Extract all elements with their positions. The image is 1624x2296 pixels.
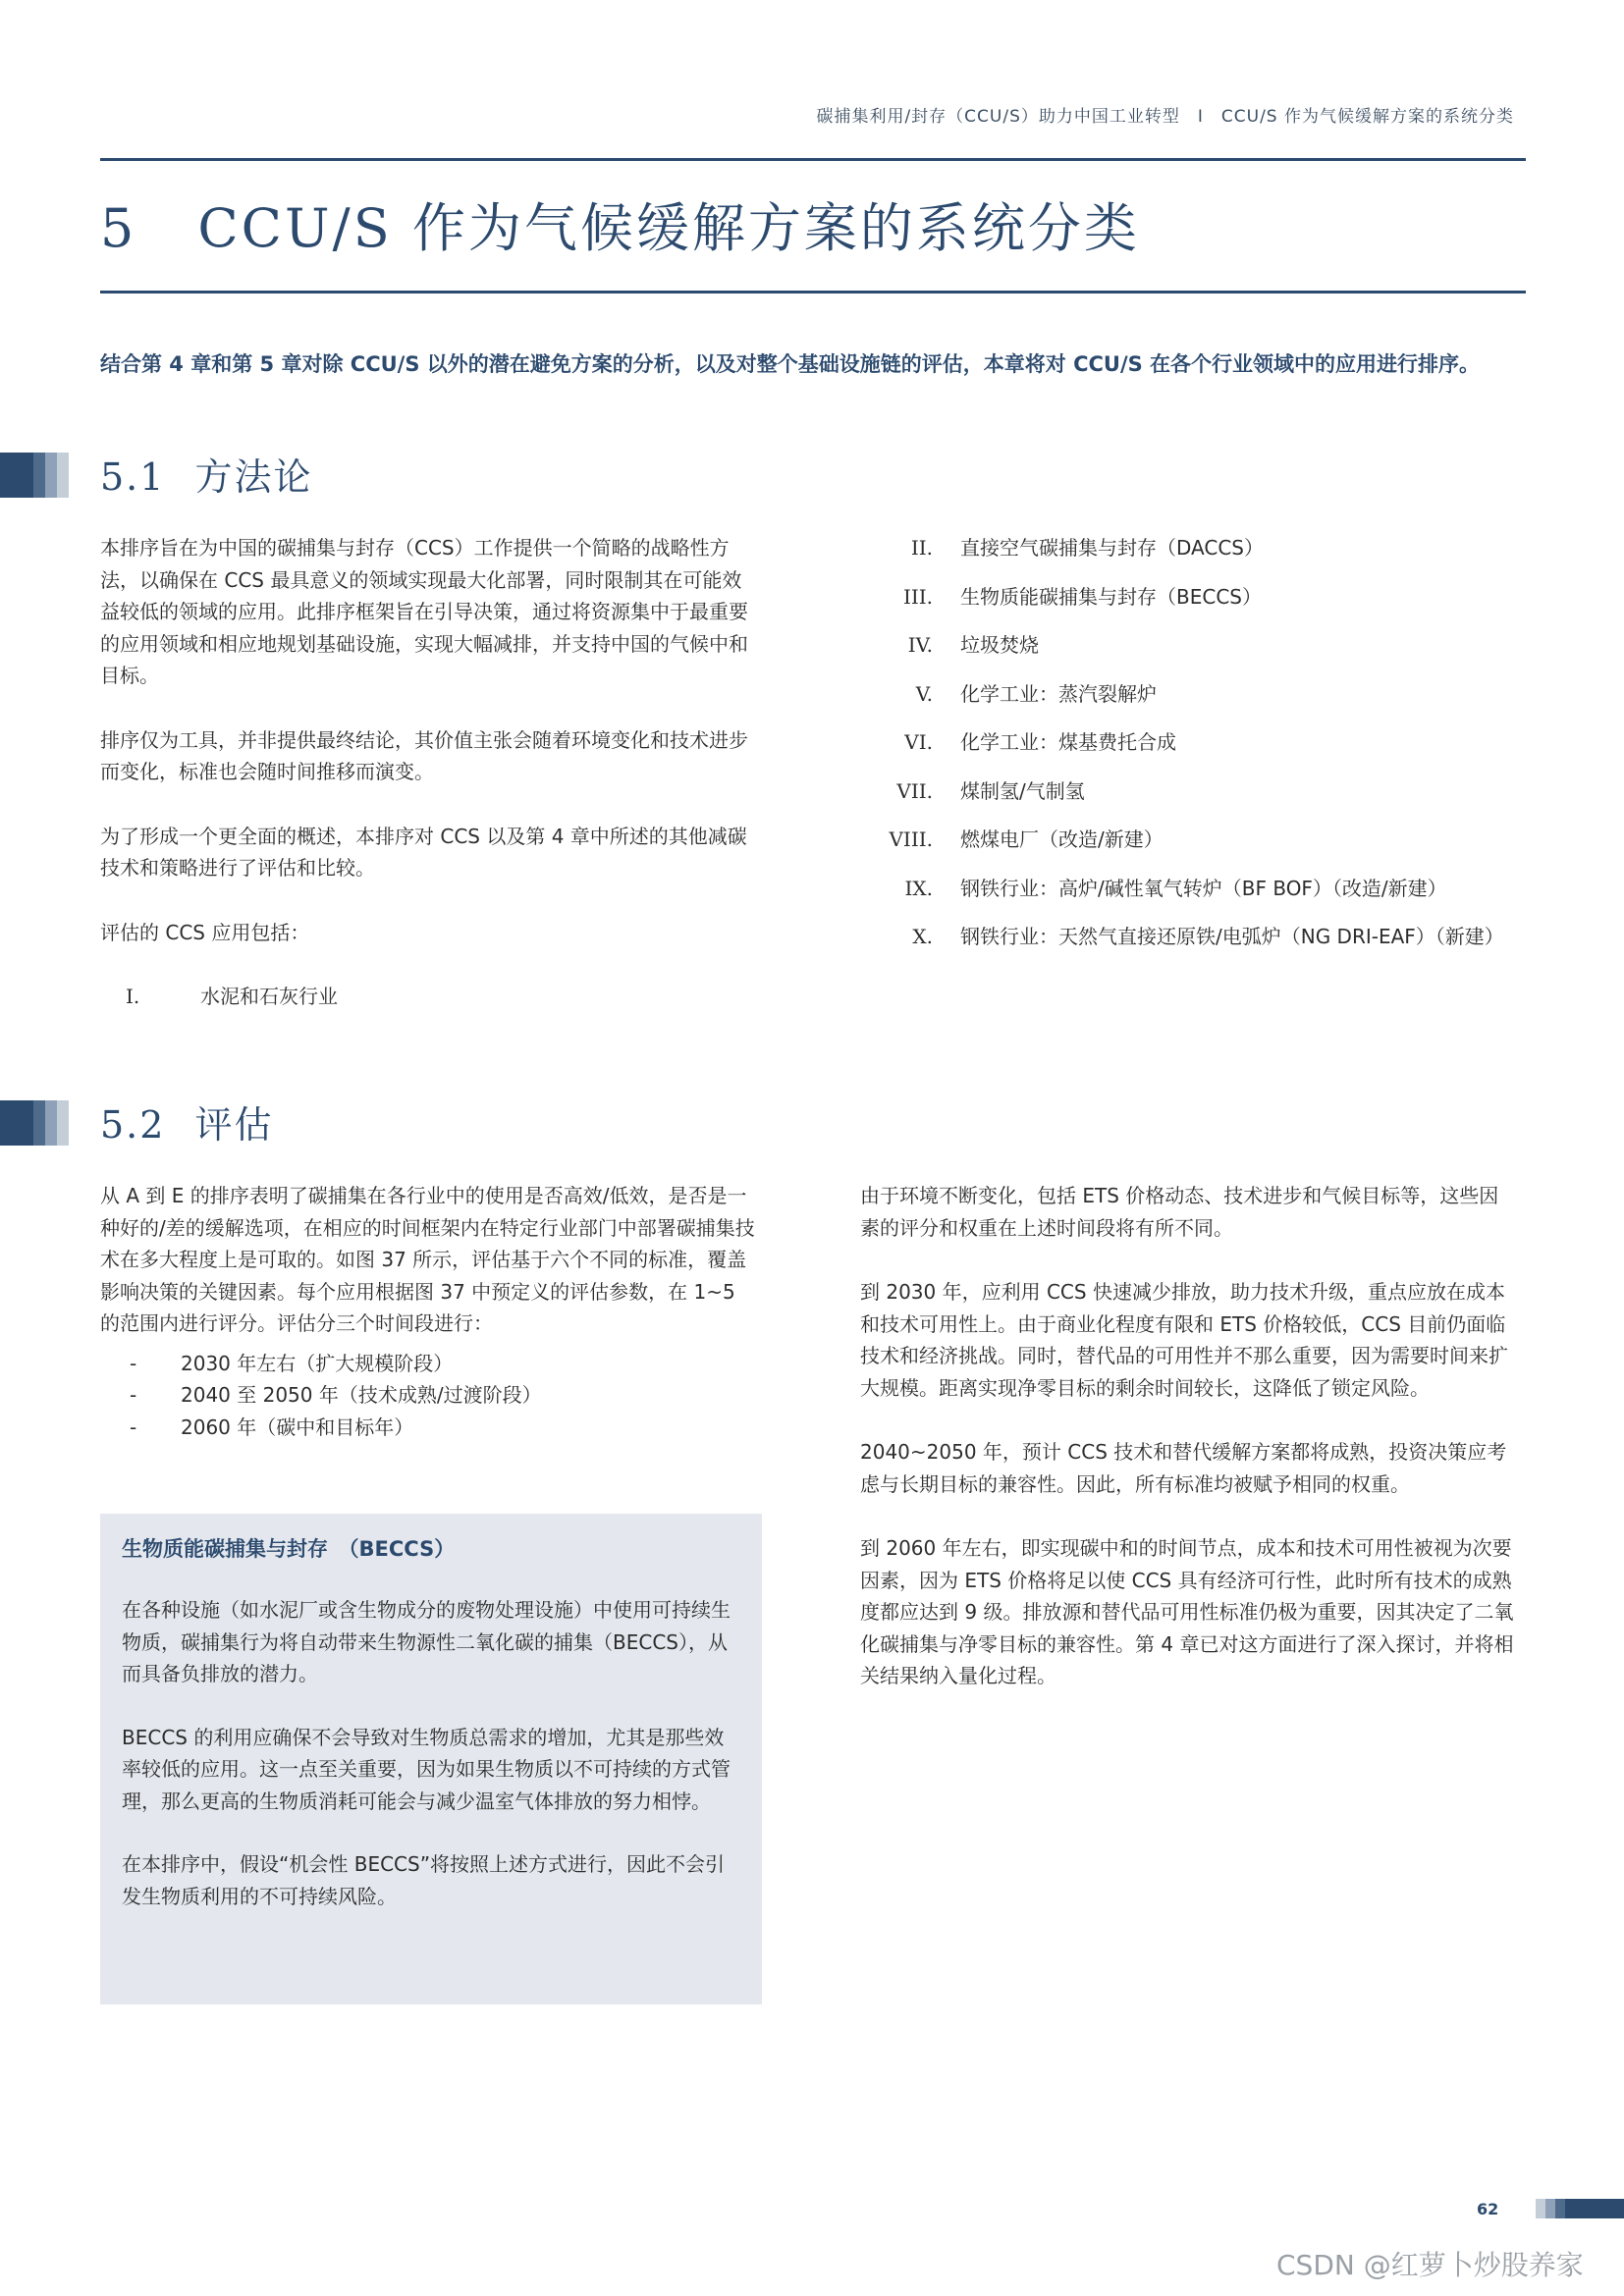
paragraph: 在本排序中，假设“机会性 BECCS”将按照上述方式进行，因此不会引发生物质利用的不可持续风险。 <box>122 1852 726 1908</box>
section-heading <box>100 447 312 501</box>
paragraph: 从 A 到 E 的排序表明了碳捕集在各行业中的使用是否高效/低效，是否是一种好的/差的缓解选项，在相应的时间框架内在特定行业部门中部署碳捕集技术在多大程度上是可取的。如图 37 所示，评估基于六个不同的标准，覆盖影响决策的关键因素。每个应用根据图 37 中预定义的评估参数，在 1~5 的范围内进行评分。评估分三个时间段进行： <box>100 1184 755 1335</box>
box-title: 生物质能碳捕集与封存 （BECCS） <box>122 1537 456 1561</box>
applications-list <box>842 532 1510 970</box>
paragraph: 为了形成一个更全面的概述，本排序对 CCS 以及第 4 章中所述的其他减碳技术和策略进行了评估和比较。 <box>100 824 747 880</box>
list-label: 直接空气碳捕集与封存（DACCS） <box>960 536 1265 560</box>
list-item <box>842 921 1510 953</box>
paragraph: 到 2060 年左右，即实现碳中和的时间节点，成本和技术可用性被视为次要因素，因为 ETS 价格将足以使 CCS 具有经济可行性，此时所有技术的成熟度都应达到 9 级。排放源和替代品可用性标准仍极为重要，因其决定了二氧化碳捕集与净零目标的兼容性。第 4 章已对这方面进行了深入探讨，并将相关结果纳入量化过程。 <box>860 1536 1514 1687</box>
list-numeral: V. <box>915 681 933 706</box>
beccs-info-box <box>100 1514 762 2004</box>
list-item <box>100 1348 756 1380</box>
list-numeral: III. <box>902 584 933 609</box>
chapter-intro: 结合第 4 章和第 5 章对除 CCU/S 以外的潜在避免方案的分析，以及对整个基础设施链的评估，本章将对 CCU/S 在各个行业领域中的应用进行排序。 <box>100 352 1481 376</box>
paragraph: BECCS 的利用应确保不会导致对生物质总需求的增加，尤其是那些效率较低的应用。这一点至关重要，因为如果生物质以不可持续的方式管理，那么更高的生物质消耗可能会与减少温室气体排放的努力相悖。 <box>122 1725 731 1813</box>
list-label: 生物质能碳捕集与封存（BECCS） <box>960 584 1262 609</box>
running-header: 碳捕集利用/封存（CCU/S）助力中国工业转型 I CCU/S 作为气候缓解方案的系统分类 <box>816 107 1514 127</box>
page-marker-icon <box>1536 2199 1624 2218</box>
watermark: CSDN @红萝卜炒股养家 <box>1276 2249 1584 2281</box>
list-numeral: II. <box>910 536 933 560</box>
list-label: 水泥和石灰行业 <box>200 985 338 1008</box>
list-label: 煤制氢/气制氢 <box>960 778 1085 803</box>
section-marker-icon <box>0 453 69 498</box>
list-item <box>100 1412 756 1444</box>
list-numeral: I. <box>126 985 140 1008</box>
paragraph: 到 2030 年，应利用 CCS 快速减少排放，助力技术升级，重点应放在成本和技术可用性上。由于商业化程度有限和 ETS 价格较低，CCS 目前仍面临技术和经济挑战。同时，替代品的可用性并不那么重要，因为需要时间来扩大规模。距离实现净零目标的剩余时间较长，这降低了锁定风险。 <box>860 1280 1508 1400</box>
header-rule <box>100 158 1526 161</box>
list-label: 垃圾焚烧 <box>960 633 1039 657</box>
list-label: 化学工业：煤基费托合成 <box>960 730 1176 754</box>
list-numeral: VI. <box>904 730 933 754</box>
chapter-title <box>100 187 1140 262</box>
list-dash: - <box>130 1351 137 1375</box>
list-item <box>842 532 1510 564</box>
section-title: 评估 <box>194 1103 274 1147</box>
assessment-left-column <box>100 1180 756 1443</box>
section-number: 5.2 <box>100 1103 166 1147</box>
list-item <box>100 981 756 1013</box>
list-dash: - <box>130 1383 137 1407</box>
chapter-title-text: CCU/S 作为气候缓解方案的系统分类 <box>197 197 1140 259</box>
paragraph: 2040~2050 年，预计 CCS 技术和替代缓解方案都将成熟，投资决策应考虑与长期目标的兼容性。因此，所有标准均被赋予相同的权重。 <box>860 1440 1507 1496</box>
chapter-number: 5 <box>100 197 137 259</box>
list-label: 2060 年（碳中和目标年） <box>181 1415 414 1439</box>
list-item <box>842 873 1510 905</box>
list-numeral: X. <box>912 925 933 948</box>
list-item <box>842 824 1510 856</box>
list-label: 钢铁行业：高炉/碱性氧气转炉（BF BOF）（改造/新建） <box>960 876 1447 900</box>
paragraph: 排序仅为工具，并非提供最终结论，其价值主张会随着环境变化和技术进步而变化，标准也会随时间推移而演变。 <box>100 727 748 783</box>
list-label: 钢铁行业：天然气直接还原铁/电弧炉（NG DRI-EAF）（新建） <box>960 925 1504 948</box>
list-label: 2030 年左右（扩大规模阶段） <box>181 1351 454 1375</box>
section-marker-icon <box>0 1100 69 1146</box>
paragraph: 评估的 CCS 应用包括： <box>100 920 310 944</box>
paragraph: 在各种设施（如水泥厂或含生物成分的废物处理设施）中使用可持续生物质，碳捕集行为将自动带来生物源性二氧化碳的捕集（BECCS），从而具备负排放的潜力。 <box>122 1598 731 1685</box>
assessment-right-column <box>860 1180 1516 1725</box>
list-item <box>842 775 1510 808</box>
list-numeral: VII. <box>896 778 933 803</box>
list-item <box>842 678 1510 711</box>
section-heading <box>100 1095 273 1148</box>
list-item <box>842 629 1510 662</box>
section-title: 方法论 <box>194 455 313 499</box>
list-item <box>842 726 1510 759</box>
list-item <box>100 1379 756 1412</box>
list-item <box>842 581 1510 614</box>
list-label: 2040 至 2050 年（技术成熟/过渡阶段） <box>181 1383 542 1407</box>
title-rule <box>100 291 1526 294</box>
section-number: 5.1 <box>100 455 166 499</box>
page-number: 62 <box>1477 2200 1499 2218</box>
list-label: 化学工业：蒸汽裂解炉 <box>960 681 1157 706</box>
list-numeral: IV. <box>907 633 933 657</box>
list-numeral: VIII. <box>889 828 933 851</box>
methodology-left-column <box>100 532 756 1013</box>
paragraph: 由于环境不断变化，包括 ETS 价格动态、技术进步和气候目标等，这些因素的评分和权重在上述时间段将有所不同。 <box>860 1184 1499 1240</box>
paragraph: 本排序旨在为中国的碳捕集与封存（CCS）工作提供一个简略的战略性方法，以确保在 CCS 最具意义的领域实现最大化部署，同时限制其在可能效益较低的领域的应用。此排序框架旨在引导决策，通过将资源集中于最重要的应用领域和相应地规划基础设施，实现大幅减排，并支持中国的气候中和目标。 <box>100 536 748 687</box>
list-label: 燃煤电厂（改造/新建） <box>960 828 1164 851</box>
list-numeral: IX. <box>904 876 933 900</box>
list-dash: - <box>130 1415 137 1439</box>
